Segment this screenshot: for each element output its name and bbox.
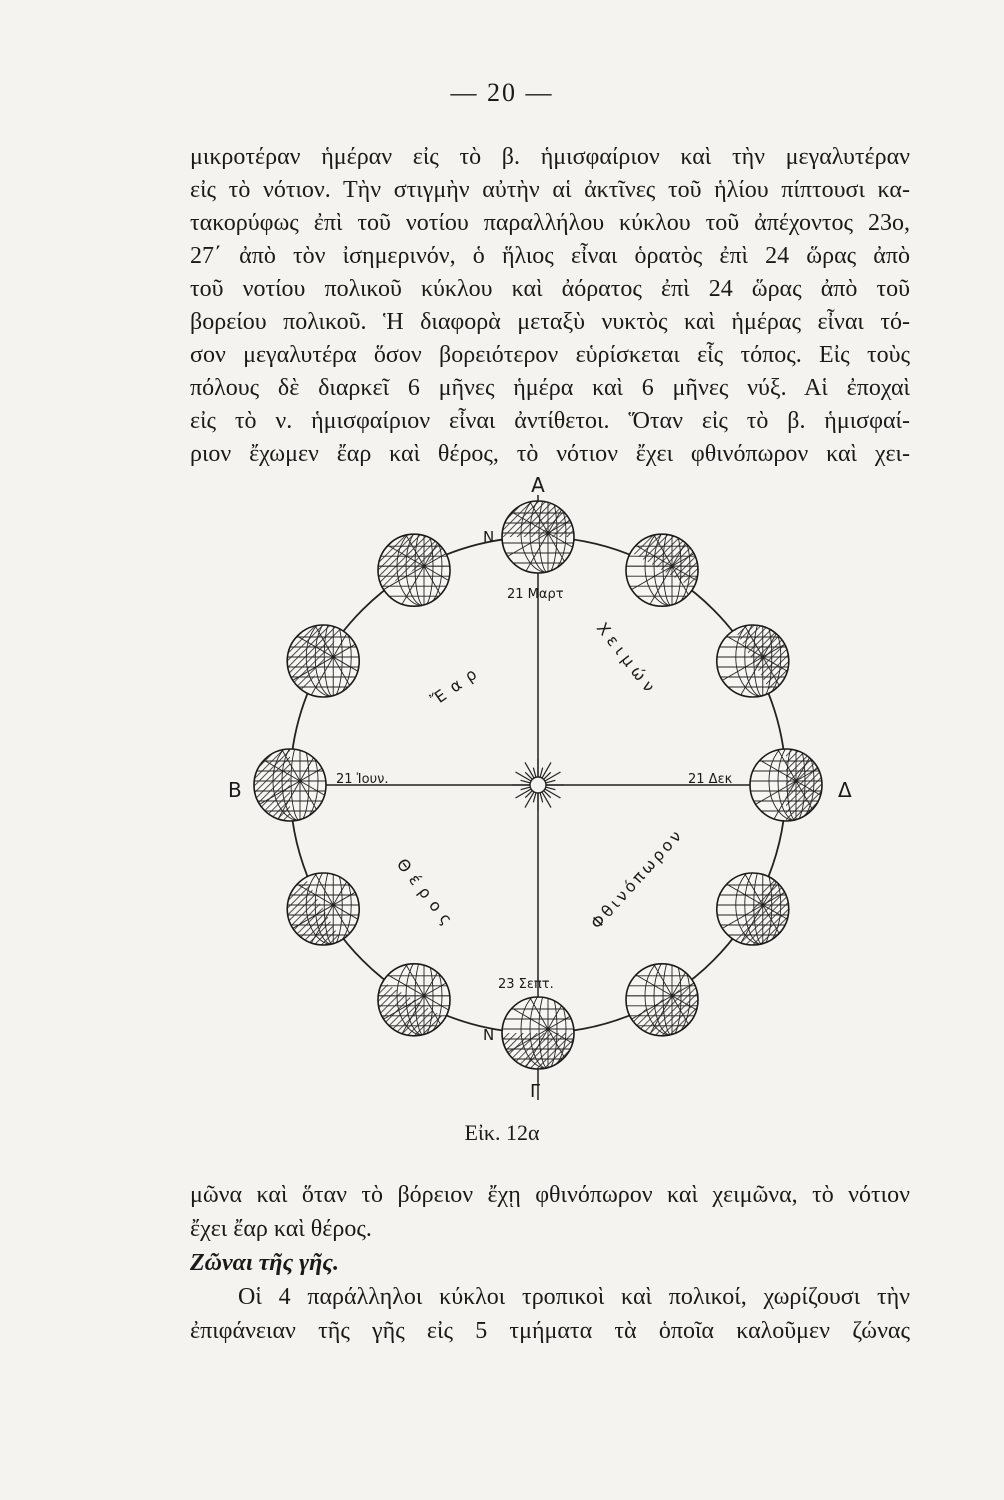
text-line: τοῦ νοτίου πολικοῦ κύκλου καὶ ἀόρατος ἐπὶ 24 ὥρας ἀπὸ τοῦ [190, 276, 910, 302]
earth-globe [709, 563, 851, 724]
label-autumn: Φθινόπωρον [586, 824, 687, 933]
earth-globe [316, 472, 478, 620]
earth-globe [600, 942, 761, 1098]
label-n-bottom: Ν [483, 1026, 495, 1044]
text-line: σον μεγαλυτέρα ὅσον βορειότερον εὑρίσκεται εἷς τόπος. Εἰς τοὺς [190, 342, 910, 368]
text-line: μικροτέραν ἡμέραν εἰς τὸ β. ἡμισφαίριον καὶ τὴν μεγαλυτέραν [190, 144, 910, 170]
text-line: ἐπιφάνειαν τῆς γῆς εἰς 5 τμήματα τὰ ὁποῖα καλοῦμεν ζώνας [190, 1318, 910, 1344]
label-bottom-letter: Γ [529, 1081, 541, 1102]
label-n-top: Ν [483, 528, 495, 546]
label-june: 21 Ἰουν. [336, 772, 389, 787]
text-line: πόλους δὲ διαρκεῖ 6 μῆνες ἡμέρα καὶ 6 μῆνες νύξ. Αἱ ἐποχαὶ [190, 375, 910, 401]
label-winter: Χειμών [592, 618, 662, 700]
label-september: 23 Σεπτ. [498, 977, 554, 992]
label-left-letter: Β [228, 778, 242, 802]
text-line: εἰς τὸ νότιον. Τὴν στιγμὴν αὐτὴν αἱ ἀκτῖνες τοῦ ἡλίου πίπτουσι κα- [190, 177, 910, 203]
page-number: — 20 — [450, 78, 554, 107]
text-line: ριον ἔχωμεν ἔαρ καὶ θέρος, τὸ νότιον ἔχει φθινόπωρον καὶ χει- [190, 441, 910, 467]
label-top-letter: Α [531, 473, 545, 497]
text-line: εἰς τὸ ν. ἡμισφαίριον εἶναι ἀντίθετοι. Ὅταν εἰς τὸ β. ἡμισφαί- [190, 408, 910, 434]
label-summer: Θέρος [392, 854, 461, 934]
label-right-letter: Δ [838, 778, 852, 802]
text-line: τακορύφως ἐπὶ τοῦ νοτίου παραλλήλου κύκλου τοῦ ἀπέχοντος 23ο, [190, 210, 910, 236]
earth-globe [316, 942, 478, 1098]
text-line: Οἱ 4 παράλληλοι κύκλοι τροπικοὶ καὶ πολικοί, χωρίζουσι τὴν [238, 1284, 910, 1310]
label-march: 21 Μαρτ [507, 587, 564, 602]
text-line: μῶνα καὶ ὅταν τὸ βόρειον ἔχῃ φθινόπωρον καὶ χειμῶνα, τὸ νότιον [190, 1182, 910, 1208]
label-december: 21 Δεκ [688, 772, 733, 787]
text-line: ἔχει ἔαρ καὶ θέρος. [190, 1216, 372, 1242]
paragraph-zones [190, 1280, 910, 1348]
sun-icon [512, 759, 564, 811]
text-line: βορείου πολικοῦ. Ἡ διαφορὰ μεταξὺ νυκτὸς καὶ ἡμέρας εἶναι τό- [190, 309, 910, 335]
figure-caption: Εἰκ. 12α [464, 1120, 540, 1145]
label-spring: Ἔαρ [427, 659, 487, 710]
earth-globe [709, 847, 851, 1008]
earth-globe [600, 472, 761, 620]
paragraph-after-figure [190, 1178, 910, 1246]
text-line: 27΄ ἀπὸ τὸν ἰσημερινόν, ὁ ἥλιος εἶναι ὁρατὸς ἐπὶ 24 ὥρας ἀπὸ [190, 243, 910, 269]
section-heading: Ζῶναι τῆς γῆς. [190, 1250, 339, 1276]
